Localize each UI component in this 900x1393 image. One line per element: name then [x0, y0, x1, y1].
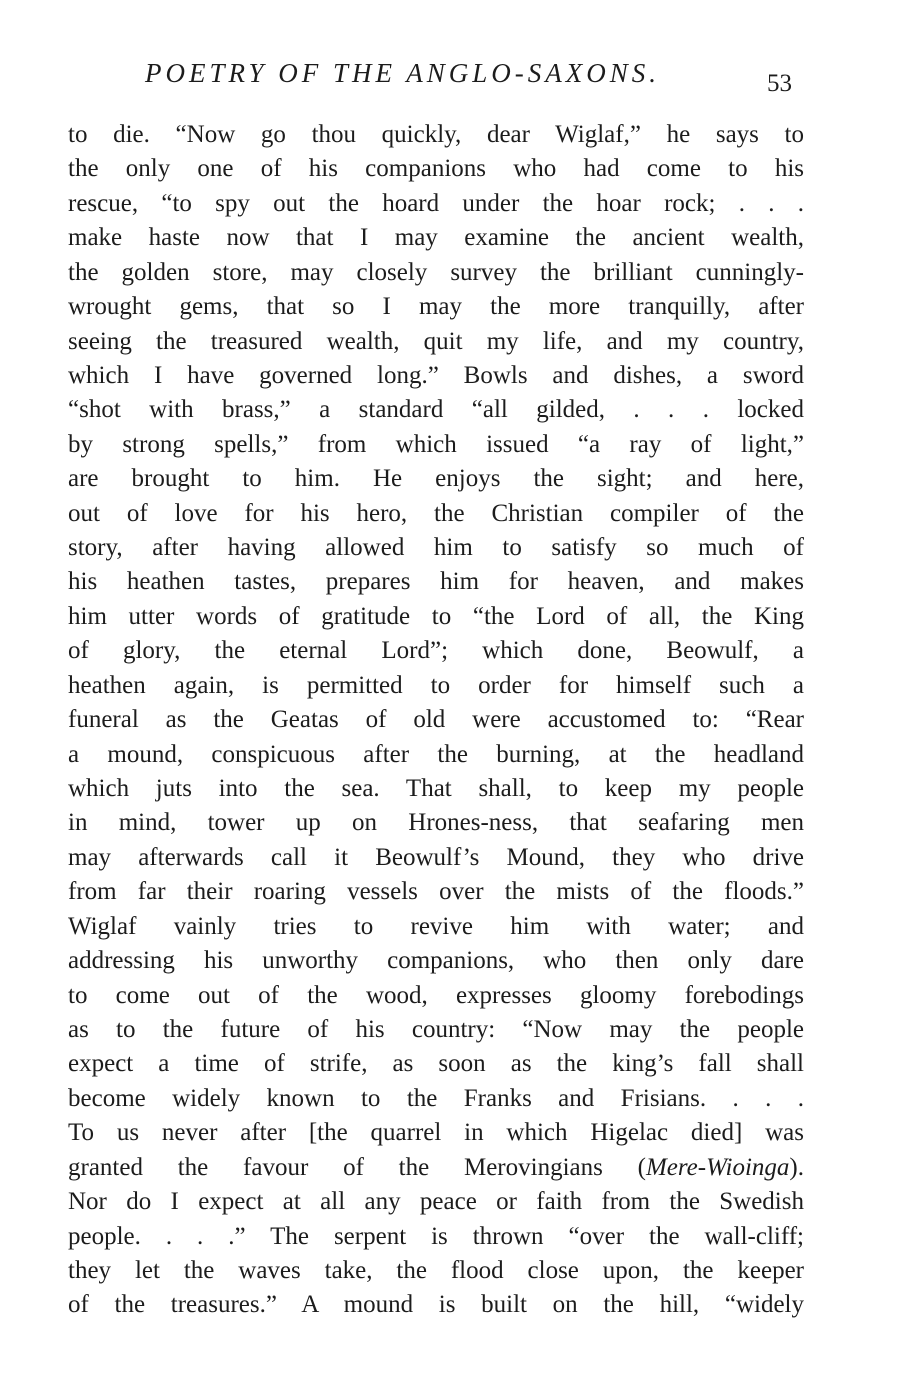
italic-term: Mere-Wioinga: [645, 1153, 790, 1181]
text-line: may afterwards call it Beowulf’s Mound, they who drive: [68, 843, 804, 871]
text-line: the only one of his companions who had come to his: [68, 155, 804, 183]
text-line: which I have governed long.” Bowls and dishes, a sword: [68, 361, 804, 389]
text-line: they let the waves take, the flood close upon, the keeper: [68, 1256, 804, 1284]
text-segment: granted the favour of the Merovingians (: [68, 1153, 646, 1181]
text-line: of the treasures.” A mound is built on the hill, “widely: [68, 1291, 804, 1319]
text-line: rescue, “to spy out the hoard under the hoar rock; . . .: [68, 189, 804, 217]
text-line: to come out of the wood, expresses gloomy forebodings: [68, 981, 804, 1009]
text-line: expect a time of strife, as soon as the king’s fall shall: [68, 1050, 804, 1078]
text-line: which juts into the sea. That shall, to keep my people: [68, 775, 804, 803]
text-line: To us never after [the quarrel in which Higelac died] was: [68, 1119, 804, 1147]
text-line: become widely known to the Franks and Frisians. . . .: [68, 1084, 804, 1112]
text-line-with-italic: [68, 1151, 804, 1185]
text-line: funeral as the Geatas of old were accustomed to: “Rear: [68, 706, 804, 734]
text-line: Wiglaf vainly tries to revive him with water; and: [68, 912, 804, 940]
text-line: make haste now that I may examine the ancient wealth,: [68, 224, 804, 252]
text-line: wrought gems, that so I may the more tranquilly, after: [68, 293, 804, 321]
text-line: Nor do I expect at all any peace or faith from the Swedish: [68, 1188, 804, 1216]
text-line: people. . . .” The serpent is thrown “over the wall-cliff;: [68, 1222, 804, 1250]
text-line: in mind, tower up on Hrones-ness, that seafaring men: [68, 809, 804, 837]
page-number: 53: [767, 70, 792, 97]
running-head: POETRY OF THE ANGLO-SAXONS.: [145, 58, 661, 88]
text-line: his heathen tastes, prepares him for heaven, and makes: [68, 568, 804, 596]
text-line: a mound, conspicuous after the burning, at the headland: [68, 740, 804, 768]
text-line: of glory, the eternal Lord”; which done, Beowulf, a: [68, 637, 804, 665]
text-segment: ).: [789, 1153, 804, 1181]
text-line: story, after having allowed him to satisfy so much of: [68, 534, 804, 562]
text-line: out of love for his hero, the Christian compiler of the: [68, 499, 804, 527]
text-line: the golden store, may closely survey the brilliant cunningly-: [68, 258, 804, 286]
text-line: as to the future of his country: “Now may the people: [68, 1015, 804, 1043]
text-line: by strong spells,” from which issued “a ray of light,”: [68, 430, 804, 458]
text-line: him utter words of gratitude to “the Lord of all, the King: [68, 602, 804, 630]
text-line: seeing the treasured wealth, quit my life, and my country,: [68, 327, 804, 355]
text-line: are brought to him. He enjoys the sight; and here,: [68, 465, 804, 493]
text-line: heathen again, is permitted to order for himself such a: [68, 671, 804, 699]
body-text: [68, 118, 804, 1323]
text-line: “shot with brass,” a standard “all gilded, . . . locked: [68, 396, 804, 424]
text-line: from far their roaring vessels over the mists of the floods.”: [68, 878, 804, 906]
text-line: to die. “Now go thou quickly, dear Wiglaf,” he says to: [68, 121, 804, 148]
text-line: addressing his unworthy companions, who then only dare: [68, 947, 804, 975]
